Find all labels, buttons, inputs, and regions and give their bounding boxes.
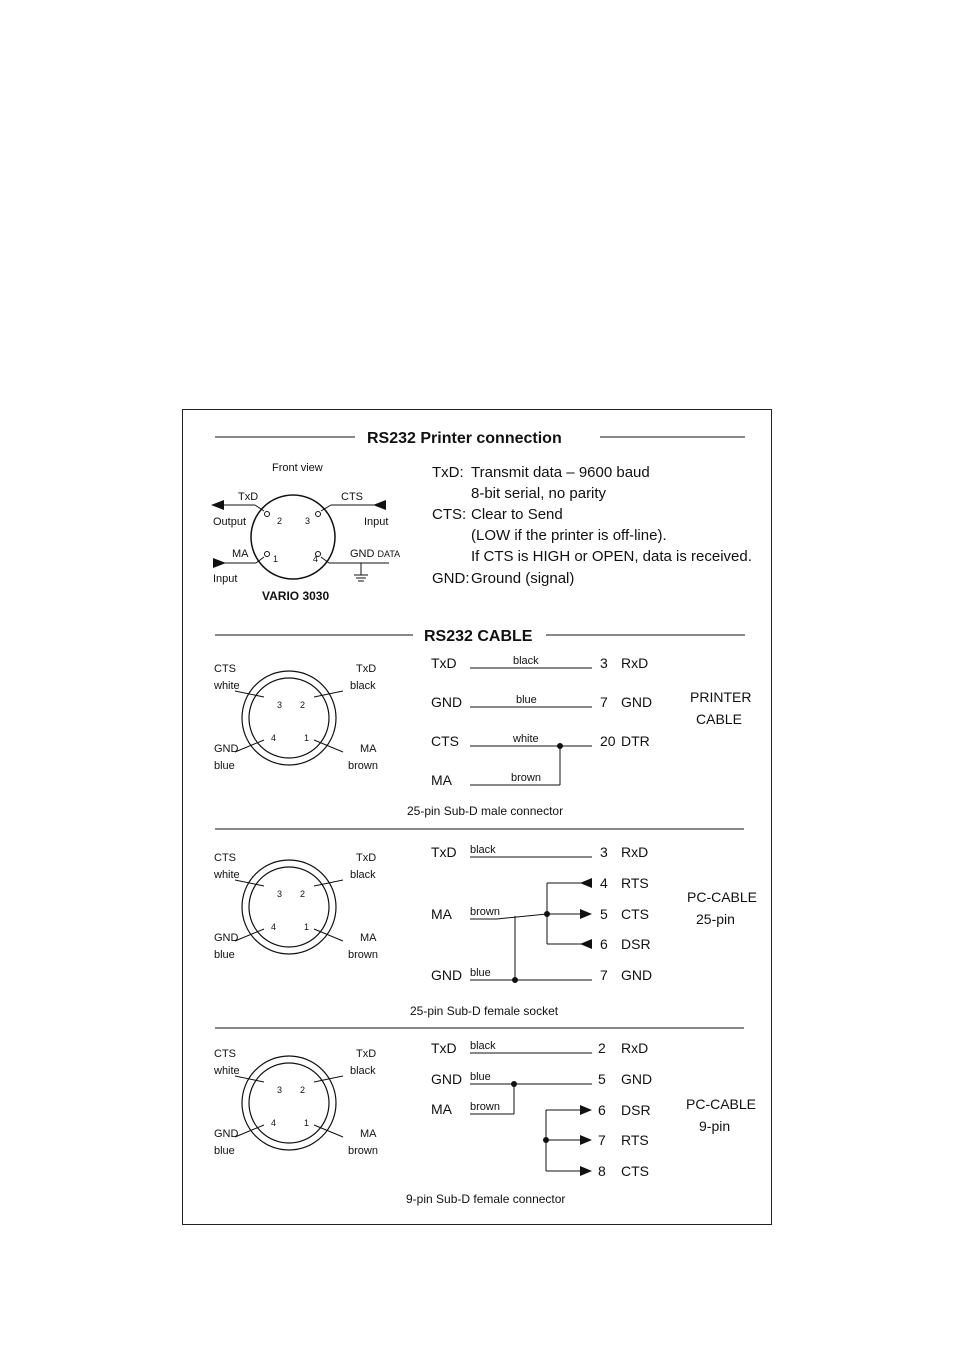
pc1-pin-3: 3 <box>600 655 608 671</box>
conn-gnd: GND <box>214 1128 239 1140</box>
conn-cts: CTS <box>214 852 236 864</box>
socket-num-2: 2 <box>277 516 283 526</box>
pc3-wire-blue-label: blue <box>470 1071 491 1083</box>
connector-outer-ring <box>242 1056 336 1150</box>
desc-txd-key: TxD: <box>432 464 464 481</box>
desc-txd-line-2: 8-bit serial, no parity <box>471 485 607 502</box>
pc2-signal-txd: TxD <box>431 844 457 860</box>
pc2-connector-caption: 25-pin Sub-D female socket <box>410 1004 559 1018</box>
conn-ma: MA <box>360 743 377 755</box>
pc3-target-dsr: DSR <box>621 1102 651 1118</box>
pc3-pin-2: 2 <box>598 1040 606 1056</box>
device-name: VARIO 3030 <box>262 589 330 603</box>
conn-brown: brown <box>348 1145 378 1157</box>
desc-cts-line-2: (LOW if the printer is off-line). <box>471 527 667 544</box>
pc2-target-dsr: DSR <box>621 936 651 952</box>
pc3-signal-gnd: GND <box>431 1071 463 1087</box>
pc2-target-gnd: GND <box>621 967 653 983</box>
pc2-pin-5: 5 <box>600 906 608 922</box>
signal-descriptions <box>432 464 752 587</box>
pc2-arrow-rts <box>580 878 592 888</box>
txd-label: TxD <box>238 491 259 503</box>
pc3-signal-txd: TxD <box>431 1040 457 1056</box>
pc2-target-cts: CTS <box>621 906 649 922</box>
pc3-name-line-1: PC-CABLE <box>686 1096 757 1112</box>
gnd-data-sub: DATA <box>377 549 401 559</box>
pc3-pin-7: 7 <box>598 1132 606 1148</box>
cable-title: RS232 CABLE <box>424 628 533 645</box>
conn-num-4: 4 <box>271 922 277 932</box>
pc2-junction-gnd <box>512 977 518 983</box>
ma-input-arrow <box>213 558 226 568</box>
desc-cts-line-1: Clear to Send <box>471 506 563 523</box>
conn-txd: TxD <box>356 852 377 864</box>
pc2-signal-ma: MA <box>431 906 452 922</box>
pc1-target-gnd: GND <box>621 694 653 710</box>
pc2-target-rxd: RxD <box>621 844 649 860</box>
conn-num-3: 3 <box>277 700 283 710</box>
pc2-signal-gnd: GND <box>431 967 463 983</box>
pc3-target-rxd: RxD <box>621 1040 649 1056</box>
socket-num-3: 3 <box>305 516 311 526</box>
pc1-pin-20: 20 <box>600 733 616 749</box>
socket-num-1: 1 <box>273 554 279 564</box>
conn-white: white <box>214 680 240 692</box>
socket-pin-3 <box>316 512 321 517</box>
pc3-arrow-rts <box>580 1135 592 1145</box>
pc1-wire-white-label: white <box>513 733 539 745</box>
conn-ma: MA <box>360 1128 377 1140</box>
pc1-signal-gnd: GND <box>431 694 463 710</box>
conn-white: white <box>214 869 240 881</box>
pc2-target-rts: RTS <box>621 875 649 891</box>
cts-label: CTS <box>341 491 363 503</box>
pc3-junction <box>543 1137 549 1143</box>
pc1-target-rxd: RxD <box>621 655 649 671</box>
pc2-arrow-cts <box>580 909 592 919</box>
desc-cts-key: CTS: <box>432 506 467 523</box>
conn-num-1: 1 <box>304 1118 310 1128</box>
conn-gnd: GND <box>214 743 239 755</box>
pc1-pin-7: 7 <box>600 694 608 710</box>
socket-pin-2 <box>265 512 270 517</box>
conn-black: black <box>350 869 376 881</box>
conn-num-2: 2 <box>300 700 306 710</box>
conn-cts: CTS <box>214 1048 236 1060</box>
conn-blue: blue <box>214 1145 235 1157</box>
conn-white: white <box>214 1065 240 1077</box>
conn-num-2: 2 <box>300 889 306 899</box>
printer-connection-section <box>211 430 752 603</box>
pc1-connector-caption: 25-pin Sub-D male connector <box>407 804 564 818</box>
socket-pin-1 <box>265 552 270 557</box>
pc3-connector-caption: 9-pin Sub-D female connector <box>406 1192 566 1206</box>
input-left-label: Input <box>213 573 238 585</box>
conn-brown: brown <box>348 949 378 961</box>
conn-ma: MA <box>360 932 377 944</box>
pc1-name-line-2: CABLE <box>696 711 742 727</box>
socket-num-4: 4 <box>313 554 319 564</box>
conn-cts: CTS <box>214 663 236 675</box>
connector-outer-ring <box>242 671 336 765</box>
pc3-target-rts: RTS <box>621 1132 649 1148</box>
conn-txd: TxD <box>356 663 377 675</box>
pc1-signal-ma: MA <box>431 772 452 788</box>
pc3-pin-5: 5 <box>598 1071 606 1087</box>
pc-cable-9-wiring <box>406 1040 756 1206</box>
pc1-name-line-1: PRINTER <box>690 689 752 705</box>
connector-inner-ring <box>249 678 329 758</box>
conn-num-2: 2 <box>300 1085 306 1095</box>
pc3-pin-6: 6 <box>598 1102 606 1118</box>
pc3-signal-ma: MA <box>431 1101 452 1117</box>
conn-num-4: 4 <box>271 1118 277 1128</box>
pc3-target-gnd: GND <box>621 1071 653 1087</box>
desc-txd-line-1: Transmit data – 9600 baud <box>471 464 650 481</box>
desc-gnd-key: GND: <box>432 570 470 587</box>
pc3-wire-brown-label: brown <box>470 1101 500 1113</box>
pc3-target-cts: CTS <box>621 1163 649 1179</box>
conn-blue: blue <box>214 949 235 961</box>
conn-black: black <box>350 680 376 692</box>
output-label: Output <box>213 516 247 528</box>
pc3-arrow-dsr <box>580 1105 592 1115</box>
pc2-name-line-1: PC-CABLE <box>687 889 758 905</box>
printer-cable-wiring <box>407 655 751 818</box>
pc1-signal-txd: TxD <box>431 655 457 671</box>
conn-blue: blue <box>214 760 235 772</box>
pc2-wire-brown-label: brown <box>470 906 500 918</box>
gnd-label <box>350 548 400 560</box>
conn-num-4: 4 <box>271 733 277 743</box>
connector-inner-ring <box>249 1063 329 1143</box>
pc2-wire-black-label: black <box>470 844 496 856</box>
conn-num-1: 1 <box>304 733 310 743</box>
pc1-wire-brown-label: brown <box>511 772 541 784</box>
conn-txd: TxD <box>356 1048 377 1060</box>
pc2-wire-blue-label: blue <box>470 967 491 979</box>
pc-cable-25-wiring <box>410 844 757 1018</box>
pc2-arrow-dsr <box>580 939 592 949</box>
pc1-wire-black-label: black <box>513 655 539 667</box>
pc2-pin-6: 6 <box>600 936 608 952</box>
conn-num-1: 1 <box>304 922 310 932</box>
desc-cts-line-3: If CTS is HIGH or OPEN, data is received. <box>471 548 752 565</box>
connector-inner-ring <box>249 867 329 947</box>
pc2-wire-brown-b <box>497 914 547 919</box>
pc1-signal-cts: CTS <box>431 733 459 749</box>
connector-outer-ring <box>242 860 336 954</box>
ma-label: MA <box>232 548 249 560</box>
pc3-pin-8: 8 <box>598 1163 606 1179</box>
desc-gnd-line-1: Ground (signal) <box>471 570 575 587</box>
pc2-pin-7: 7 <box>600 967 608 983</box>
conn-brown: brown <box>348 760 378 772</box>
socket-outline <box>251 495 335 579</box>
txd-output-arrow <box>211 500 224 510</box>
cts-input-arrow <box>373 500 386 510</box>
conn-num-3: 3 <box>277 889 283 899</box>
conn-num-3: 3 <box>277 1085 283 1095</box>
front-view-label: Front view <box>272 462 323 474</box>
connector-pc-cable-9 <box>213 1048 378 1157</box>
conn-black: black <box>350 1065 376 1077</box>
pc3-wire-black-label: black <box>470 1040 496 1052</box>
pc2-pin-4: 4 <box>600 875 608 891</box>
connector-printer-cable <box>213 663 378 772</box>
pc2-pin-3: 3 <box>600 844 608 860</box>
connector-pc-cable-25 <box>213 852 378 961</box>
pc1-wire-blue-label: blue <box>516 694 537 706</box>
input-right-label: Input <box>364 516 389 528</box>
pc3-arrow-cts <box>580 1166 592 1176</box>
pc3-name-line-2: 9-pin <box>699 1118 731 1134</box>
pc1-target-dtr: DTR <box>621 733 650 749</box>
printer-connection-title: RS232 Printer connection <box>367 430 562 447</box>
gnd-text: GND <box>350 548 375 560</box>
pc2-name-line-2: 25-pin <box>696 911 735 927</box>
conn-gnd: GND <box>214 932 239 944</box>
